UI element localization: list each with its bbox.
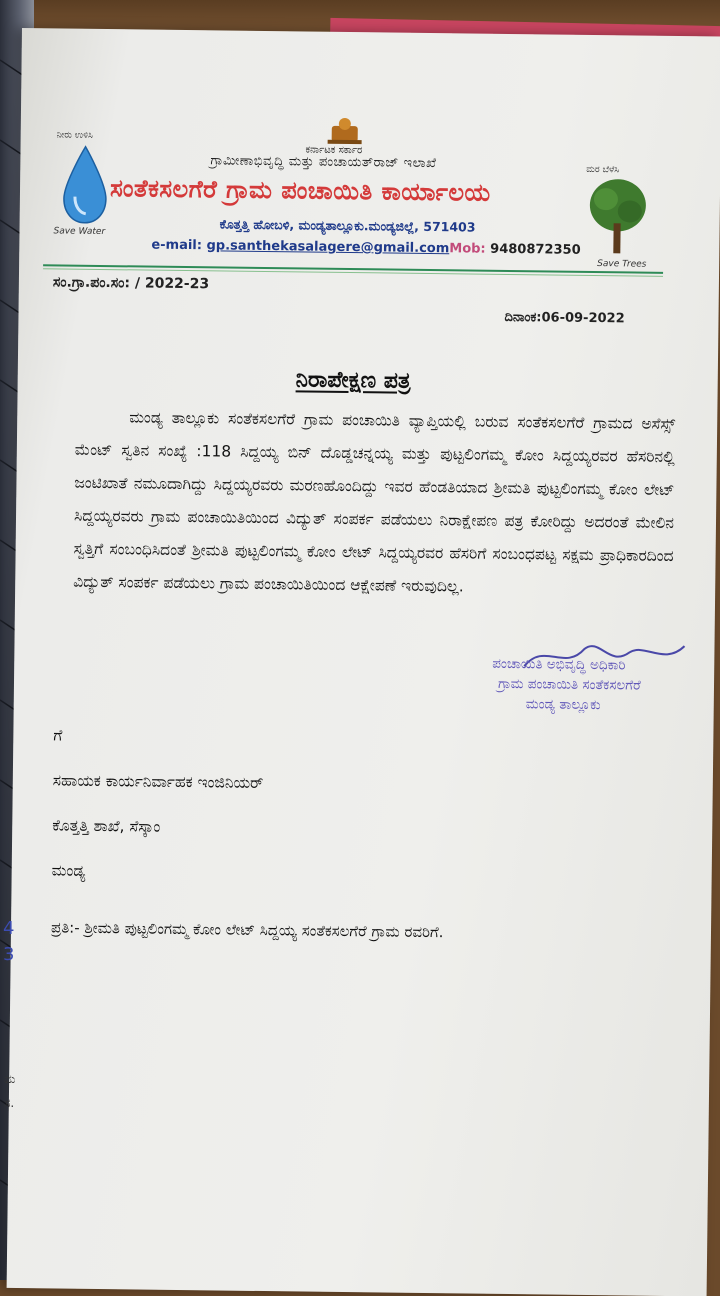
contact-row — [151, 238, 580, 258]
tree-logo-caption-top: ಮರ ಬೆಳೆಸಿ — [586, 164, 620, 176]
margin-mark-c: ಮ — [4, 1072, 16, 1086]
margin-mark-a: 4 — [3, 918, 15, 939]
water-logo-caption-top: ನೀರು ಉಳಿಸಿ — [56, 130, 93, 141]
mobile-number: 9480872350 — [490, 241, 581, 258]
letter-body: ಮಂಡ್ಯ ತಾಲ್ಲೂಕು ಸಂತೆಕಸಲಗೆರೆ ಗ್ರಾಮ ಪಂಚಾಯಿತಿ ವ್ಯಾಪ್ತಿಯಲ್ಲಿ ಬರುವ ಸಂತೆಕಸಲಗೆರೆ ಗ್ರಾಮದ ಅಸೆಸ್ಸ್ ಮೆಂಟ್ ಸ್ವತಿನ ಸಂಖ್ಯೆ :118 ಸಿದ್ದಯ್ಯ ಬಿನ್ ದೊಡ್ಡಚನ್ನಯ್ಯ ಮತ್ತು ಪುಟ್ಟಲಿಂಗಮ್ಮ ಕೋಂ ಸಿದ್ದಯ್ಯರವರ ಹೆಸರಿನಲ್ಲಿ ಜಂಟಿಖಾತೆ ನಮೂದಾಗಿದ್ದು ಸಿದ್ದಯ್ಯರವರು ಮರಣಹೊಂದಿದ್ದು ಇವರ ಹೆಂಡತಿಯಾದ ಶ್ರೀಮತಿ ಪುಟ್ಟಲಿಂಗಮ್ಮ ಕೋಂ ಲೇಟ್ ಸಿದ್ದಯ್ಯರವರು ಗ್ರಾಮ ಪಂಚಾಯಿತಿಯಿಂದ ವಿದ್ಯುತ್ ಸಂಪರ್ಕ ಪಡೆಯಲು ನಿರಾಕ್ಷೇಪಣ ಪತ್ರ ಕೋರಿದ್ದು ಅದರಂತೆ ಮೇಲಿನ ಸ್ವತ್ತಿಗೆ ಸಂಬಂಧಿಸಿದಂತೆ ಶ್ರೀಮತಿ ಪುಟ್ಟಲಿಂಗಮ್ಮ ಕೋಂ ಲೇಟ್ ಸಿದ್ದಯ್ಯರವರ ಹೆಸರಿಗೆ ಸಂಬಂಧಪಟ್ಟ ಸಕ್ಷಮ ಪ್ರಾಧಿಕಾರದಿಂದ ವಿದ್ಯುತ್ ಸಂಪರ್ಕ ಪಡೆಯಲು ಗ್ರಾಮ ಪಂಚಾಯಿತಿಯಿಂದ ಆಕ್ಷೇಪಣೆ ಇರುವುದಿಲ್ಲ. — [73, 408, 676, 596]
water-drop-icon — [60, 144, 111, 225]
margin-mark-b: 3 — [3, 944, 15, 965]
letter-page — [7, 28, 720, 1296]
stamp-designation: ಪಂಚಾಯಿತಿ ಅಭಿವೃದ್ಧಿ ಅಧಿಕಾರಿ — [492, 655, 626, 674]
margin-mark-d: ಸ. — [4, 1096, 15, 1110]
email-link[interactable]: gp.santhekasalagere@gmail.com — [206, 238, 450, 257]
addressee-place: ಮಂಡ್ಯ — [51, 861, 86, 880]
addressee-block — [51, 713, 264, 896]
stamp-office: ಗ್ರಾಮ ಪಂಚಾಯಿತಿ ಸಂತೆಕಸಲಗೆರೆ — [497, 675, 641, 694]
department-name: ಗ್ರಾಮೀಣಾಭಿವೃದ್ಧಿ ಮತ್ತು ಪಂಚಾಯತ್‌ರಾಜ್ ಇಲಾಖೆ — [210, 153, 437, 172]
letter-date: ದಿನಾಂಕ:06-09-2022 — [504, 309, 625, 327]
letter-subject: ನಿರಾಪೇಕ್ಷಣ ಪತ್ರ — [295, 367, 411, 394]
office-address: ಕೊತ್ತತ್ತಿ ಹೋಬಳಿ, ಮಂಡ್ಯತಾಲ್ಲೂಕು.ಮಂಡ್ಯಜಿಲ್ಲೆ, 571403 — [219, 216, 476, 235]
office-name: ಸಂತೆಕಸಲಗೆರೆ ಗ್ರಾಮ ಪಂಚಾಯಿತಿ ಕಾರ್ಯಾಲಯ — [109, 174, 491, 207]
state-emblem-icon — [326, 116, 364, 146]
addressee-branch: ಕೊತ್ತತ್ತಿ ಶಾಖೆ, ಸೆಸ್ಕಾಂ — [52, 816, 161, 836]
email-label: e-mail: — [151, 237, 203, 254]
mobile-label: Mob: — [449, 241, 486, 257]
government-label: ಕರ್ನಾಟಕ ಸರ್ಕಾರ — [305, 144, 363, 157]
addressee-designation: ಸಹಾಯಕ ಕಾರ್ಯನಿರ್ವಾಹಕ ಇಂಜಿನಿಯರ್ — [52, 771, 264, 793]
copy-to: ಪ್ರತಿ:- ಶ್ರೀಮತಿ ಪುಟ್ಟಲಿಂಗಮ್ಮ ಕೋಂ ಲೇಟ್ ಸಿದ್ದಯ್ಯ ಸಂತೆಕಸಲಗೆರೆ ಗ್ರಾಮ ರವರಿಗೆ. — [50, 918, 444, 942]
tree-logo-caption-bottom: Save Trees — [597, 259, 647, 270]
tree-icon — [585, 177, 650, 258]
stamp-taluk: ಮಂಡ್ಯ ತಾಲ್ಲೂಕು — [525, 696, 601, 714]
officer-stamp — [492, 654, 641, 716]
water-logo-caption-bottom: Save Water — [53, 226, 106, 238]
reference-number: ಸಂ.ಗ್ರಾ.ಪಂ.ಸಂ: / 2022-23 — [52, 274, 210, 293]
addressee-to: ಗೆ — [53, 726, 63, 745]
